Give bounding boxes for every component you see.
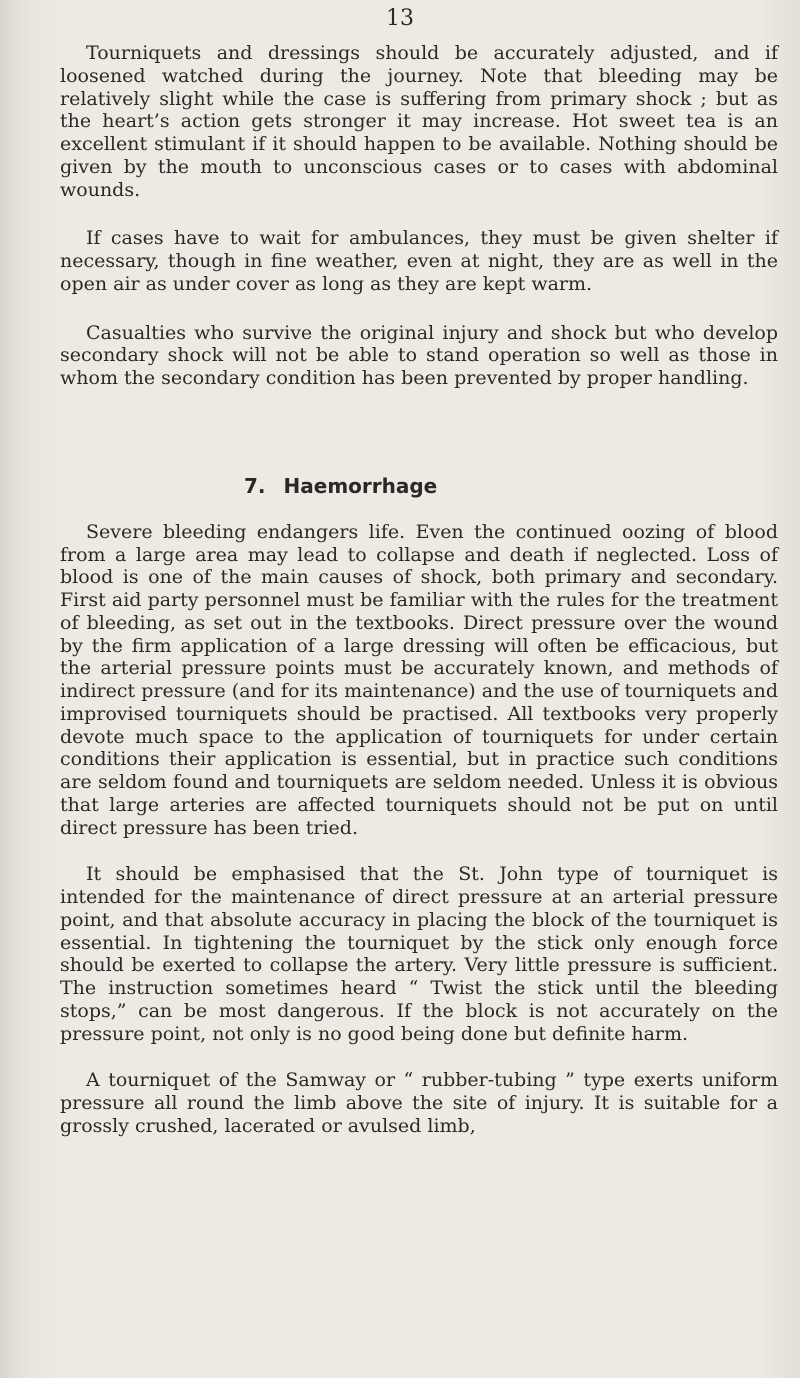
section-number: 7. [244,473,266,498]
section-heading [60,474,778,498]
paragraph-samway-tourniquet: A tourniquet of the Samway or “ rubber-tubing ” type exerts uniform pressure all round the limb above the site of injury. It is suitable for a grossly crushed, lacerated or avulsed limb, [60,1069,778,1137]
paragraph-st-john-tourniquet: It should be emphasised that the St. John type of tourniquet is intended for the maintenance of direct pressure at an arterial pressure point, and that absolute accuracy in placing the block of the tourniquet is essential. In tightening the tourniquet by the stick only enough force should be exerted to collapse the artery. Very little pressure is sufficient. The instruction sometimes heard “ Twist the stick until the bleeding stops,” can be most dangerous. If the block is not accurately on the pressure point, not only is no good being done but definite harm. [60,863,778,1045]
page-body [60,42,778,1138]
section-title: Haemorrhage [283,473,438,498]
paragraph-severe-bleeding: Severe bleeding endangers life. Even the continued oozing of blood from a large area may lead to collapse and death if neglected. Loss of blood is one of the main causes of shock, both primary and secondary. First aid party personnel must be familiar with the rules for the treatment of bleeding, as set out in the textbooks. Direct pressure over the wound by the firm application of a large dressing will often be efficacious, but the arterial pressure points must be accurately known, and methods of indirect pressure (and for its maintenance) and the use of tourniquets and improvised tourniquets should be practised. All textbooks very properly devote much space to the application of tourniquets for under certain conditions their application is essential, but in practice such conditions are seldom found and tourniquets are seldom needed. Unless it is obvious that large arteries are affected tourniquets should not be put on until direct pressure has been tried. [60,520,778,839]
paragraph-secondary-shock: Casualties who survive the original injury and shock but who develop secondary shock will not be able to stand operation so well as those in whom the secondary condition has been prevented by proper handling. [60,321,778,389]
page-number: 13 [386,6,414,31]
paragraph-shelter: If cases have to wait for ambulances, they must be given shelter if necessary, though in fine weather, even at night, they are as well in the open air as under cover as long as they are kept warm. [60,227,778,295]
paragraph-tourniquets-dressings: Tourniquets and dressings should be accurately adjusted, and if loosened watched during the journey. Note that bleeding may be relatively slight while the case is suffering from primary shock ; but as the heart’s action gets stronger it may increase. Hot sweet tea is an excellent stimulant if it should happen to be available. Nothing should be given by the mouth to unconscious cases or to cases with abdominal wounds. [60,42,778,201]
